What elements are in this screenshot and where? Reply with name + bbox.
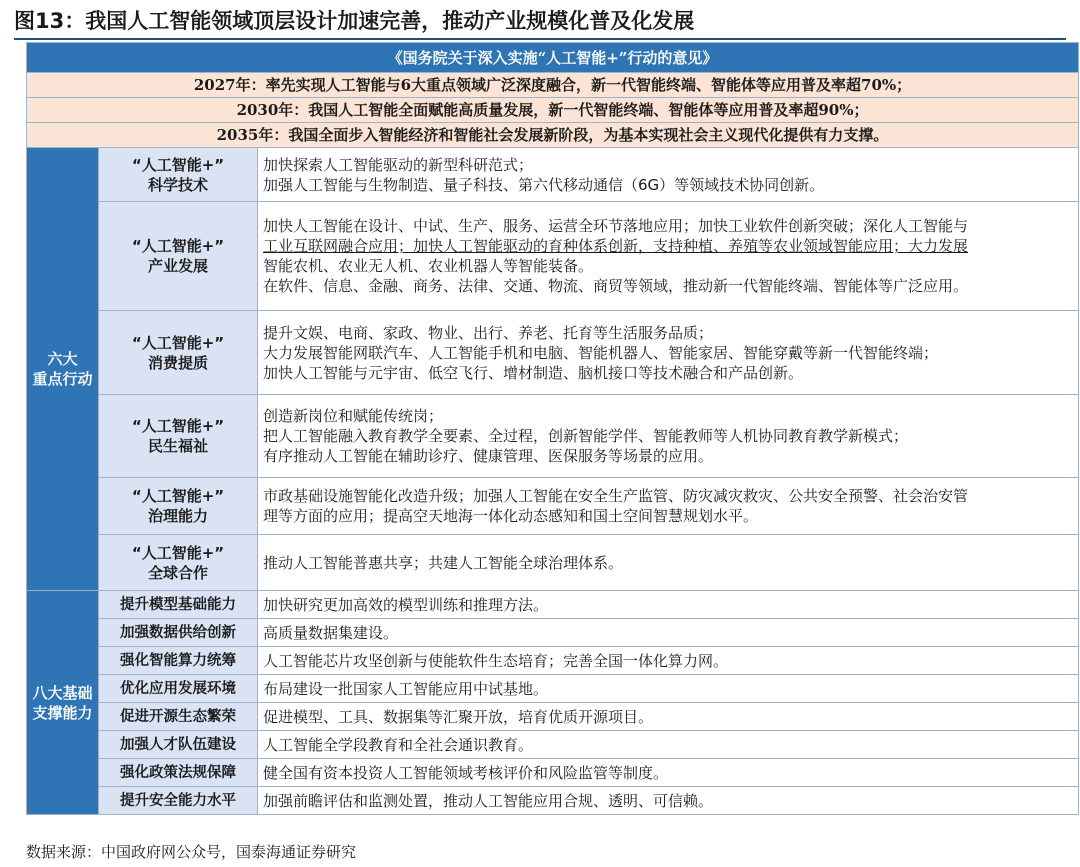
capability-detail: 高质量数据集建设。: [258, 619, 1079, 647]
group-label-line1: 八大基础: [32, 683, 93, 702]
category-governance: [99, 478, 258, 535]
goal-row-2030: [27, 98, 1079, 123]
capability-row: [27, 731, 1079, 759]
category-prefix: “人工智能+”: [131, 487, 225, 505]
category-prefix: “人工智能+”: [131, 543, 225, 562]
goal-row-2035: [27, 123, 1079, 148]
category-prefix: “人工智能+”: [131, 333, 225, 352]
capability-name: 提升模型基础能力: [99, 591, 258, 619]
capability-detail: 加快研究更加高效的模型训练和推理方法。: [258, 591, 1079, 619]
capability-row: [27, 619, 1079, 647]
action-row-science: [27, 148, 1079, 202]
detail-livelihood: [258, 395, 1079, 478]
detail-line: 工业互联网融合应用；加快人工智能驱动的育种体系创新，支持种植、养殖等农业领域智能应用；大力发展: [263, 237, 969, 255]
capability-name: 强化智能算力统筹: [99, 647, 258, 675]
category-name: 产业发展: [147, 257, 208, 275]
capability-name: 优化应用发展环境: [99, 675, 258, 703]
capability-name: 强化政策法规保障: [99, 759, 258, 787]
category-prefix: “人工智能+”: [131, 237, 225, 255]
category-name: 全球合作: [147, 563, 208, 582]
figure-title: 图13：我国人工智能领域顶层设计加速完善，推动产业规模化普及化发展: [14, 9, 695, 33]
capability-row: [27, 647, 1079, 675]
data-source-note: 数据来源：中国政府网公众号，国泰海通证券研究: [26, 843, 357, 861]
category-name: 民生福祉: [147, 437, 208, 455]
goal-2027: 2027年：率先实现人工智能与6大重点领域广泛深度融合，新一代智能终端、智能体等应用普及率超70%；: [27, 73, 1079, 98]
detail-line: 推动人工智能普惠共享；共建人工智能全球治理体系。: [263, 553, 624, 572]
eight-capabilities-group-label: [27, 591, 99, 815]
policy-table: [26, 42, 1079, 815]
category-science: [99, 148, 258, 202]
category-name: 消费提质: [147, 353, 208, 372]
action-row-livelihood: [27, 395, 1079, 478]
category-consumption: [99, 311, 258, 395]
table-header-row: [27, 43, 1079, 73]
category-prefix: “人工智能+”: [131, 417, 225, 435]
action-row-global: [27, 535, 1079, 591]
capability-row: [27, 703, 1079, 731]
action-row-governance: [27, 478, 1079, 535]
category-industry: [99, 202, 258, 311]
detail-line: 提升文娱、电商、家政、物业、出行、养老、托育等生活服务品质；: [263, 323, 714, 342]
category-name: 科学技术: [147, 175, 208, 194]
group-label-line1: 六大: [47, 350, 78, 368]
detail-line: 加快人工智能在设计、中试、生产、服务、运营全环节落地应用；加快工业软件创新突破；深化人工智能与: [263, 217, 969, 235]
action-row-consumption: [27, 311, 1079, 395]
detail-global: [258, 535, 1079, 591]
goal-2030: 2030年：我国人工智能全面赋能高质量发展，新一代智能终端、智能体等应用普及率超90%；: [27, 98, 1079, 123]
capability-detail: 健全国有资本投资人工智能领域考核评价和风险监管等制度。: [258, 759, 1079, 787]
capability-row: [27, 675, 1079, 703]
detail-governance: [258, 478, 1079, 535]
detail-line: 加强人工智能与生物制造、量子科技、第六代移动通信（6G）等领域技术协同创新。: [263, 175, 825, 194]
policy-document-title: 《国务院关于深入实施“人工智能+”行动的意见》: [27, 43, 1079, 73]
detail-line: 把人工智能融入教育教学全要素、全过程，创新智能学伴、智能教师等人机协同教育教学新模式；: [263, 427, 909, 445]
capability-detail: 人工智能芯片攻坚创新与使能软件生态培育；完善全国一体化算力网。: [258, 647, 1079, 675]
capability-name: 加强人才队伍建设: [99, 731, 258, 759]
capability-row: [27, 759, 1079, 787]
capability-name: 加强数据供给创新: [99, 619, 258, 647]
detail-line: 智能农机、农业无人机、农业机器人等智能装备。: [263, 257, 594, 275]
detail-line: 加快人工智能与元宇宙、低空飞行、增材制造、脑机接口等技术融合和产品创新。: [263, 363, 804, 382]
six-actions-group-label: [27, 148, 99, 591]
category-livelihood: [99, 395, 258, 478]
capability-detail: 促进模型、工具、数据集等汇聚开放，培育优质开源项目。: [258, 703, 1079, 731]
detail-consumption: [258, 311, 1079, 395]
capability-detail: 布局建设一批国家人工智能应用中试基地。: [258, 675, 1079, 703]
action-row-industry: [27, 202, 1079, 311]
capability-row: [27, 787, 1079, 815]
group-label-line2: 重点行动: [32, 370, 93, 388]
group-label-line2: 支撑能力: [32, 703, 93, 722]
detail-line: 市政基础设施智能化改造升级；加强人工智能在安全生产监管、防灾减灾救灾、公共安全预警、社会治安管: [263, 487, 969, 505]
capability-name: 提升安全能力水平: [99, 787, 258, 815]
category-prefix: “人工智能+”: [131, 155, 225, 174]
detail-line: 创造新岗位和赋能传统岗；: [263, 407, 444, 425]
capability-detail: 加强前瞻评估和监测处置，推动人工智能应用合规、透明、可信赖。: [258, 787, 1079, 815]
detail-line: 加快探索人工智能驱动的新型科研范式；: [263, 155, 534, 174]
goal-2035: 2035年：我国全面步入智能经济和智能社会发展新阶段，为基本实现社会主义现代化提供有力支撑。: [27, 123, 1079, 148]
detail-line: 有序推动人工智能在辅助诊疗、健康管理、医保服务等场景的应用。: [263, 447, 714, 465]
detail-line: 理等方面的应用；提高空天地海一体化动态感知和国土空间智慧规划水平。: [263, 507, 759, 525]
detail-line: 在软件、信息、金融、商务、法律、交通、物流、商贸等领域，推动新一代智能终端、智能体等广泛应用。: [263, 277, 969, 295]
detail-line: 大力发展智能网联汽车、人工智能手机和电脑、智能机器人、智能家居、智能穿戴等新一代智能终端；: [263, 343, 939, 362]
category-name: 治理能力: [147, 507, 208, 525]
capability-detail: 人工智能全学段教育和全社会通识教育。: [258, 731, 1079, 759]
capability-row: [27, 591, 1079, 619]
detail-industry: [258, 202, 1079, 311]
detail-science: [258, 148, 1079, 202]
goal-row-2027: [27, 73, 1079, 98]
title-divider: [14, 38, 1066, 40]
category-global: [99, 535, 258, 591]
capability-name: 促进开源生态繁荣: [99, 703, 258, 731]
